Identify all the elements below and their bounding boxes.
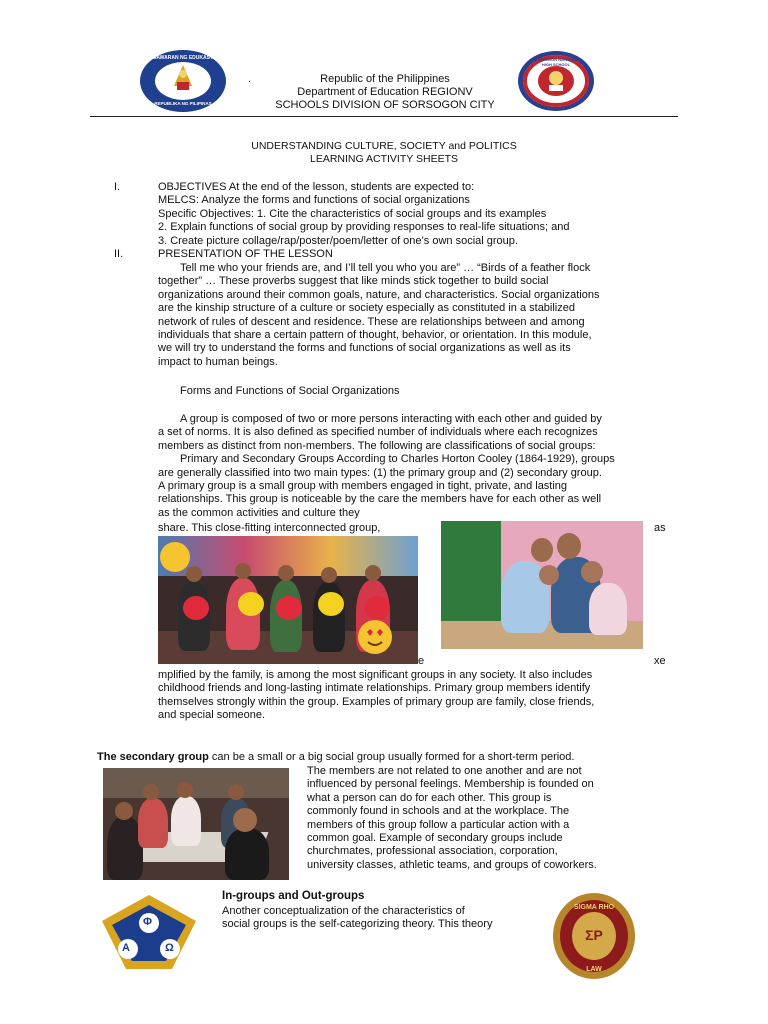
primary-line-4: relationships. This group is noticeable by the care the members have for each other as well [158, 493, 602, 506]
ingroups-line-2: social groups is the self-categorizing theory. This theory [222, 918, 493, 931]
objectives-item-3: 3. Create picture collage/rap/poster/poem/letter of one’s own social group. [158, 234, 518, 247]
primary-as-text: as [654, 522, 666, 534]
friends-group-photo [158, 536, 418, 664]
person-figure [138, 798, 168, 848]
definition-line-2: a set of norms. It is also defined as specified number of individuals where each recognizes [158, 426, 598, 439]
primary-line-6: share. This close-fitting interconnected group, [158, 522, 381, 534]
kiss-emoji-icon [160, 542, 190, 572]
intro-line-8: impact to human beings. [158, 355, 278, 368]
family-photo [441, 521, 643, 649]
person-figure [589, 583, 627, 635]
person-figure [225, 828, 269, 880]
objectives-section [158, 181, 678, 248]
objectives-heading: OBJECTIVES At the end of the lesson, students are expected to: [158, 181, 475, 193]
fraternity-letter-omega: Ω [165, 942, 174, 954]
secondary-line-8: university classes, athletic teams, and groups of coworkers. [307, 858, 597, 871]
secondary-line-3: what a person can do for each other. This group is [307, 791, 552, 804]
sigma-rho-center-text: ΣΡ [585, 927, 603, 943]
ingroups-paragraph [222, 905, 542, 932]
primary-line-1: Primary and Secondary Groups According to Charles Horton Cooley (1864-1929), groups [180, 453, 615, 466]
objectives-melcs: MELCS: Analyze the forms and functions of social organizations [158, 194, 470, 207]
header-line-3: SCHOOLS DIVISION OF SORSOGON CITY [275, 99, 495, 111]
secondary-lead-bold: The secondary group [97, 751, 209, 763]
person-head [177, 782, 193, 798]
title-line-1: UNDERSTANDING CULTURE, SOCIETY and POLITICS [251, 140, 517, 152]
sigma-rho-logo [552, 892, 636, 980]
intro-line-3: organizations around their common goals, nature, and characteristics. Social organizations [158, 288, 600, 301]
intro-paragraph [158, 262, 678, 369]
secondary-line-1: The members are not related to one another and are not [307, 765, 582, 777]
primary-continued-paragraph [158, 669, 678, 723]
definition-line-1: A group is composed of two or more persons interacting with each other and guided by [180, 413, 602, 425]
primary-xe-text: xe [654, 655, 666, 667]
person-head [233, 808, 257, 832]
presentation-heading: PRESENTATION OF THE LESSON [158, 248, 333, 260]
primary-line-2: are generally classified into two main types: (1) the primary group and (2) secondary group. [158, 466, 602, 479]
person-head [321, 567, 337, 583]
person-head [365, 565, 381, 581]
person-head [531, 538, 553, 562]
secondary-lead [97, 751, 697, 764]
school-seal [517, 50, 595, 112]
primary-line-3: A primary group is a small group with members engaged in tight, private, and lasting [158, 480, 568, 493]
balloon [183, 596, 209, 620]
primary-cont-line-1: mplified by the family, is among the most significant groups in any society. It also includes [158, 669, 593, 681]
header-line-2: Department of Education REGIONV [297, 86, 473, 98]
secondary-line-2: influenced by personal feelings. Membership is founded on [307, 778, 594, 791]
primary-cont-line-3: themselves strongly within the group. Examples of primary group are family, close friends, [158, 695, 595, 708]
deped-seal-bottom-text: REPUBLIKA NG PILIPINAS [154, 101, 212, 106]
person-head [557, 533, 581, 559]
sigma-rho-bottom-text: LAW [586, 966, 602, 973]
sigma-rho-top-text: SIGMA RHO [573, 904, 615, 911]
intro-line-1: Tell me who your friends are, and I’ll tell you who you are” … “Birds of a feather flock [180, 262, 591, 274]
definition-line-3: members as distinct from non-members. The following are classifications of social groups: [158, 439, 596, 452]
intro-line-6: individuals that share a certain pattern of thought, behavior, or orientation. In this module, [158, 329, 592, 342]
header-dot: . [248, 73, 252, 85]
group-definition-paragraph [158, 413, 678, 520]
balloon [318, 592, 344, 616]
intro-line-5: network of rules of descent and residence. These are relationships between and among [158, 315, 585, 328]
person-head [581, 561, 603, 583]
balloon [238, 592, 264, 616]
photo-wall [103, 768, 289, 798]
person-head [143, 784, 159, 800]
balloon [364, 596, 390, 620]
secondary-line-4: commonly found in schools and at the workplace. The [307, 805, 570, 818]
secondary-line-5: members of this group follow a particular action with a [307, 818, 570, 831]
objectives-number: I. [114, 181, 121, 193]
person-head [278, 565, 294, 581]
person-head [228, 784, 244, 800]
ingroups-heading: In-groups and Out-groups [222, 890, 365, 902]
primary-e-text: e [418, 655, 425, 667]
ingroups-line-1: Another conceptualization of the characteristics of [222, 905, 465, 917]
deped-seal [140, 50, 226, 112]
title-line-2: LEARNING ACTIVITY SHEETS [309, 153, 458, 165]
person-head [235, 563, 251, 579]
secondary-line-6: common goal. Example of secondary groups include [307, 832, 563, 845]
intro-line-2: together” … These proverbs suggest that like minds stick together to build social [158, 275, 549, 288]
person-figure [171, 796, 201, 846]
person-head [539, 565, 559, 585]
fraternity-letter-alpha: Α [122, 942, 130, 954]
heart-eyes-emoji-icon [358, 620, 392, 654]
primary-line-5: as the common activities and culture they [158, 506, 360, 519]
header-divider [90, 116, 678, 117]
objectives-item-2: 2. Explain functions of social group by providing responses to real-life situations; and [158, 221, 570, 234]
person-head [186, 566, 202, 582]
header-text [235, 73, 535, 112]
school-seal-text: SORSOGON NATIONAL HIGH SCHOOL [533, 57, 579, 67]
intro-line-4: are the kinship structure of a culture or society especially as constituted in a stabilized [158, 302, 575, 315]
coworkers-photo [103, 768, 289, 880]
header-line-1: Republic of the Philippines [320, 73, 450, 85]
presentation-number: II. [114, 248, 124, 260]
fraternity-logo [96, 893, 202, 973]
primary-cont-line-2: childhood friends and long-lasting intimate relationships. Primary group members identify [158, 682, 591, 695]
secondary-line-7: churchmates, professional association, corporation, [307, 845, 558, 858]
secondary-lead-rest: can be a small or a big social group usually formed for a short-term period. [208, 751, 575, 763]
deped-seal-top-text: KAGAWARAN NG EDUKASYON [145, 55, 221, 61]
fraternity-letter-phi: Φ [143, 916, 153, 928]
primary-cont-line-4: and special someone. [158, 709, 266, 722]
forms-functions-subheading: Forms and Functions of Social Organizations [180, 385, 400, 397]
person-head [115, 802, 133, 820]
balloon [276, 596, 302, 620]
objectives-specific: Specific Objectives: 1. Cite the characteristics of social groups and its examples [158, 207, 547, 220]
secondary-paragraph [307, 765, 687, 872]
intro-line-7: we will try to understand the forms and functions of social organizations as well as its [158, 342, 571, 355]
document-title [184, 140, 584, 166]
